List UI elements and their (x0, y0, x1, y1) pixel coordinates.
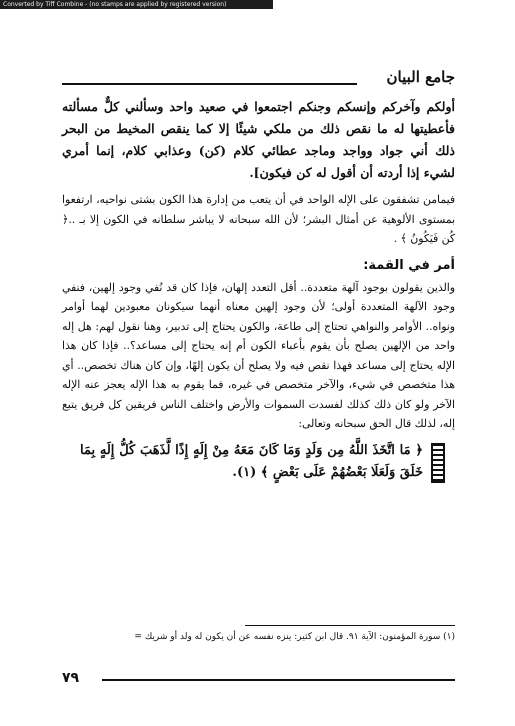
running-header (62, 68, 455, 90)
body-paragraph-2: والذين يقولون بوجود آلهة متعددة.. أقل التعدد إلهان، فإذا كان قد نُفي وجود إلهين، فنفي وجود الآلهة المتعددة أولى؛ لأن وجود إلهين معناه أنهما سيكونان معبودين لهما أوامر ونواه.. الأوامر والنواهي تحتاج إلى طاعة، والكون يحتاج إلى تدبير، وهنا نقول لهم: هل إله واحد من الإلهين يصلح بأن يقوم بأعباء الكون أم إنه يحتاج إلى مساعد؟.. فإذا كان هذا الإله يحتاج إلى مساعد فهذا نقص فيه ولا يصلح أن يكون إلهًا، وإن كان هناك تخصص.. أي هذا متخصص في شيء، والآخر متخصص في غيره، فما يقوم به هذا الإله يعجز عنه الإله الآخر ولو كان ذلك كذلك لفسدت السموات والأرض واختلف الناس فريقين كل فريق يتبع إله، لذلك قال الحق سبحانه وتعالى: (62, 280, 455, 430)
page-body (62, 96, 455, 484)
header-rule (62, 83, 357, 85)
book-title: جامع البيان (386, 68, 455, 86)
section-heading: أمر في القمة: (363, 257, 455, 273)
watermark-banner: Converted by Tiff Combine - (no stamps are applied by registered version) (0, 0, 273, 9)
footnote-marker: (١). (232, 464, 257, 480)
page-number: ٧٩ (62, 670, 80, 686)
footnote-rule (245, 625, 455, 626)
verse-ornament-icon (431, 443, 445, 483)
verse-text: ﴿ مَا اتَّخَذَ اللَّهُ مِن وَلَدٍ وَمَا كَانَ مَعَهُ مِنْ إِلَهٍ إِذًا لَّذَهَبَ كُلُّ إِلَهٍ بِمَا خَلَقَ وَلَعَلَا بَعْضُهُمْ عَلَى بَعْضٍ ﴾ (80, 442, 423, 480)
quran-verse (80, 440, 445, 484)
body-paragraph-1: فيمامن تشفقون على الإله الواحد في أن يتعب من إدارة هذا الكون بشتى نواحيه، ارتفعوا بمستوى الألوهية عن أمثال البشر؛ لأن الله سبحانه لا يباشر سلطانه في الكون إلا بـ ..﴿ كُن فَيَكُونُ ﴾ . (62, 193, 455, 245)
hadith-paragraph: أولكم وآخركم وإنسكم وجنكم اجتمعوا في صعيد واحد وسألني كلٌّ مسألته فأعطيتها له ما نقص ذلك من ملكي شيئًا إلا كما ينقص المخيط من البحر ذلك أني جواد وواجد وماجد عطائي كلام (كن) وعذابي كلام، إنما أمري لشيء إذا أردته أن أقول له كن فيكون]. (62, 99, 455, 180)
footer-rule (102, 679, 455, 681)
footnote: (١) سورة المؤمنون: الآية ٩١. قال ابن كثير: ينزه نفسه عن أن يكون له ولد أو شريك = (134, 632, 455, 642)
page-footer (62, 670, 455, 690)
